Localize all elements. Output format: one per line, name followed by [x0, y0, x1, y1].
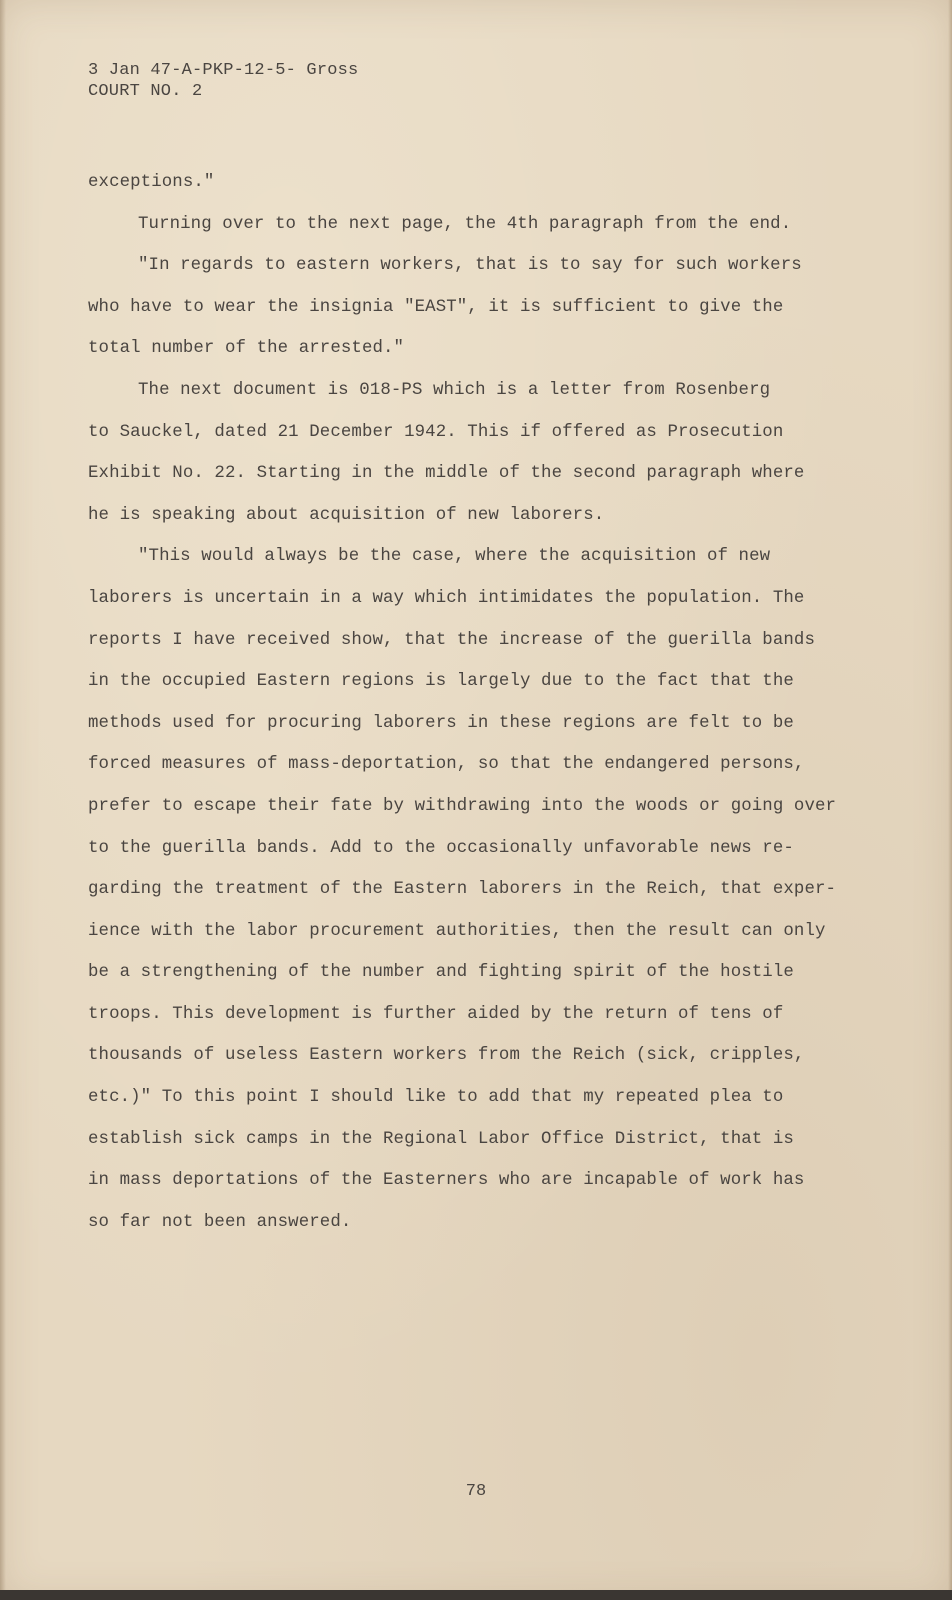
text-line: "This would always be the case, where the acquisition of new: [138, 547, 771, 567]
text-line: establish sick camps in the Regional Labor Office District, that is: [88, 1129, 794, 1149]
text-line: in the occupied Eastern regions is largely due to the fact that the: [88, 672, 794, 692]
scan-edge-bottom: [0, 1590, 952, 1600]
text-line: total number of the arrested.": [88, 339, 405, 359]
document-header: [88, 60, 358, 102]
text-line: be a strengthening of the number and fighting spirit of the hostile: [88, 963, 794, 983]
text-line: ience with the labor procurement authorities, then the result can only: [88, 921, 826, 941]
transcript-body: [88, 162, 837, 1243]
text-line: methods used for procuring laborers in these regions are felt to be: [88, 713, 794, 733]
page-number: 78: [465, 1482, 487, 1501]
text-line: in mass deportations of the Easterners who are incapable of work has: [88, 1171, 805, 1191]
text-line: forced measures of mass-deportation, so that the endangered persons,: [88, 755, 805, 775]
text-line: to the guerilla bands. Add to the occasionally unfavorable news re-: [88, 838, 794, 858]
text-line: to Sauckel, dated 21 December 1942. This if offered as Prosecution: [88, 422, 784, 442]
header-court: COURT NO. 2: [88, 82, 203, 101]
scan-edge-left: [0, 0, 6, 1600]
text-line: The next document is 018-PS which is a letter from Rosenberg: [138, 380, 771, 400]
text-line: laborers is uncertain in a way which intimidates the population. The: [88, 588, 805, 608]
text-line: Exhibit No. 22. Starting in the middle of the second paragraph where: [88, 464, 805, 484]
text-line: reports I have received show, that the increase of the guerilla bands: [88, 630, 815, 650]
text-line: thousands of useless Eastern workers from the Reich (sick, cripples,: [88, 1046, 805, 1066]
text-line: prefer to escape their fate by withdrawing into the woods or going over: [88, 796, 837, 816]
text-line: he is speaking about acquisition of new laborers.: [88, 505, 605, 525]
text-line: "In regards to eastern workers, that is to say for such workers: [138, 256, 802, 276]
scan-edge-right: [948, 0, 952, 1600]
text-line: Turning over to the next page, the 4th paragraph from the end.: [138, 214, 792, 234]
text-line: garding the treatment of the Eastern laborers in the Reich, that exper-: [88, 880, 837, 900]
text-line: who have to wear the insignia "EAST", it is sufficient to give the: [88, 297, 784, 317]
text-line: troops. This development is further aided by the return of tens of: [88, 1004, 784, 1024]
text-line: etc.)" To this point I should like to add that my repeated plea to: [88, 1088, 784, 1108]
text-line: so far not been answered.: [88, 1212, 352, 1232]
header-reference: 3 Jan 47-A-PKP-12-5- Gross: [88, 61, 359, 80]
text-line: exceptions.": [88, 173, 215, 192]
